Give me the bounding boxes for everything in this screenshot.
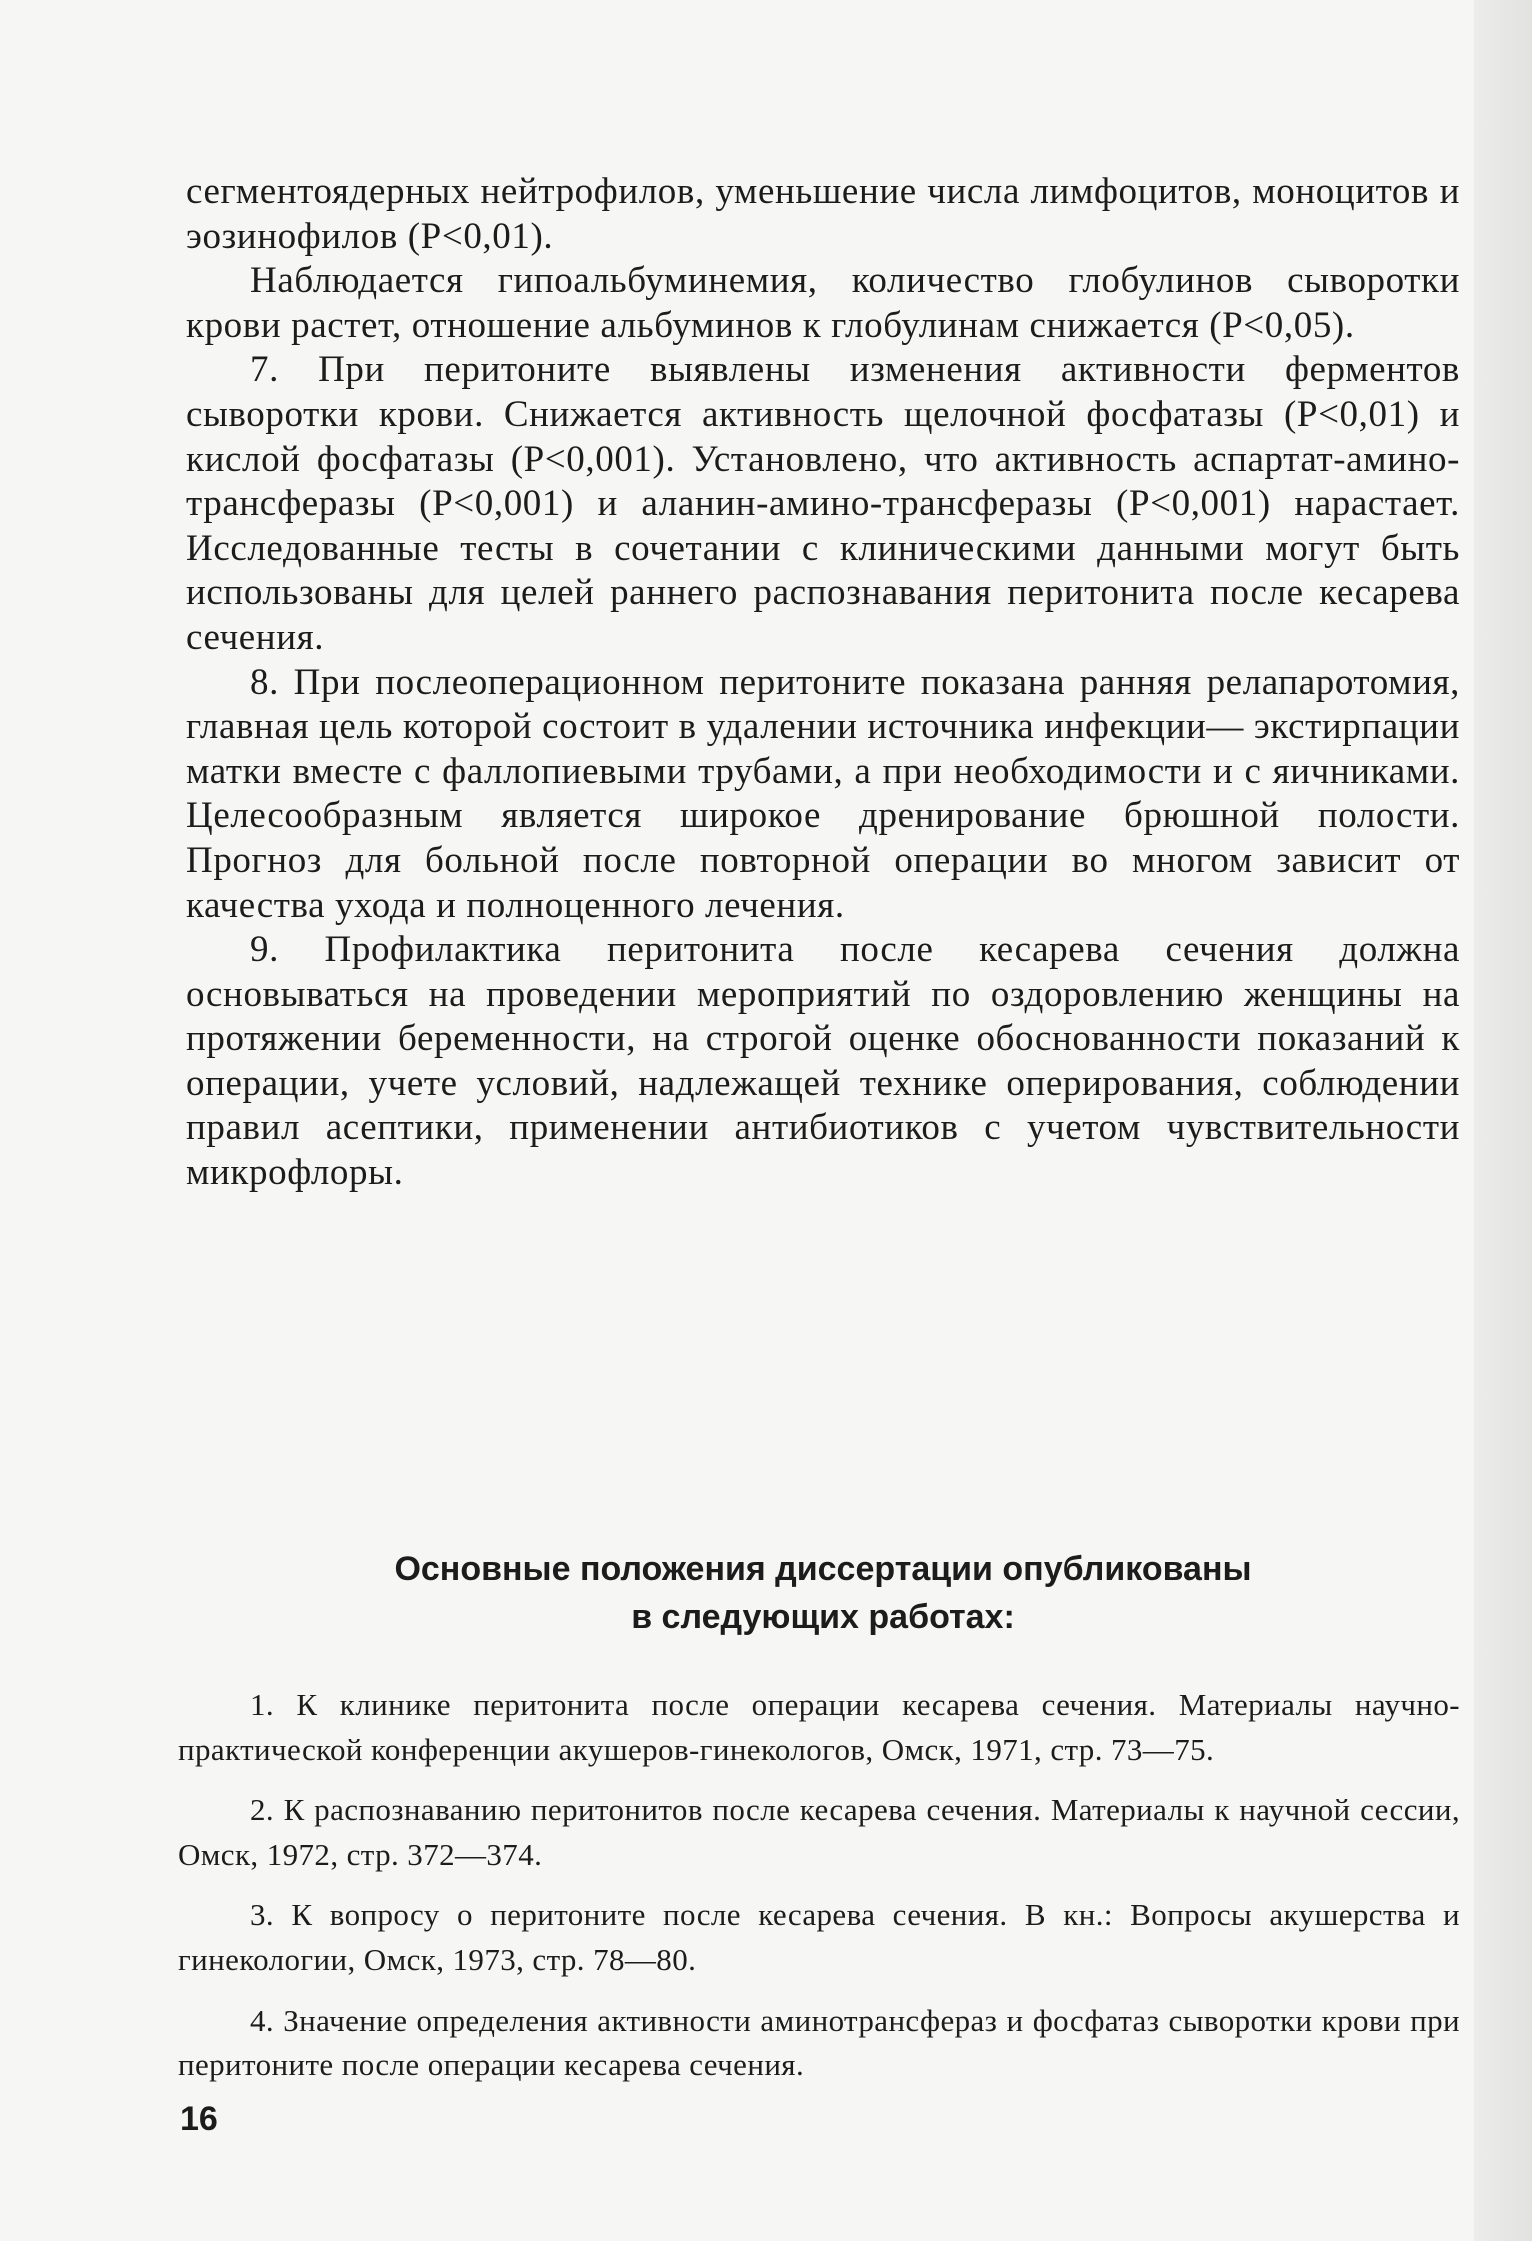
- reference-item: 1. К клинике перитонита после операции кесарева сечения. Материалы научно-практической конференции акушеров-гинекологов, Омск, 1971, стр. 73—75.: [178, 1687, 1460, 1767]
- publications-heading: [186, 1545, 1460, 1641]
- page-number: 16: [180, 2100, 218, 2138]
- heading-line-2: в следующих работах:: [631, 1598, 1015, 1636]
- reference-item: 4. Значение определения активности аминотрансфераз и фосфатаз сыворотки крови при перитоните после операции кесарева сечения.: [178, 2002, 1460, 2083]
- reference-list: [178, 1683, 1460, 2104]
- reference-item: 2. К распознаванию перитонитов после кесарева сечения. Материалы к научной сессии, Омск, 1972, стр. 372—374.: [178, 1792, 1460, 1872]
- page-edge-shadow: [1474, 0, 1532, 2241]
- main-text: [186, 170, 1460, 1196]
- paragraph-hypoalbuminemia: Наблюдается гипоальбуминемия, количество глобулинов сыворотки крови растет, отношение альбуминов к глобулинам снижается (P<0,05).: [186, 260, 1460, 346]
- reference-item: 3. К вопросу о перитоните после кесарева сечения. В кн.: Вопросы акушерства и гинекологии, Омск, 1973, стр. 78—80.: [178, 1897, 1460, 1977]
- paragraph-conclusion-7: 7. При перитоните выявлены изменения активности ферментов сыворотки крови. Снижается активность щелочной фосфатазы (P<0,01) и кислой фосфатазы (P<0,001). Установлено, что активность аспартат-амино-трансферазы (P<0,001) и аланин-амино-трансферазы (P<0,001) нарастает. Исследованные тесты в сочетании с клиническими данными могут быть использованы для целей раннего распознавания перитонита после кесарева сечения.: [186, 349, 1460, 658]
- paragraph-conclusion-9: 9. Профилактика перитонита после кесарева сечения должна основываться на проведении мероприятий по оздоровлению женщины на протяжении беременности, на строгой оценке обоснованности показаний к операции, учете условий, надлежащей технике оперирования, соблюдении правил асептики, применении антибиотиков с учетом чувствительности микрофлоры.: [186, 929, 1460, 1194]
- heading-line-1: Основные положения диссертации опубликованы: [394, 1550, 1252, 1588]
- paragraph-conclusion-8: 8. При послеоперационном перитоните показана ранняя релапаротомия, главная цель которой состоит в удалении источника инфекции— экстирпации матки вместе с фаллопиевыми трубами, а при необходимости и с яичниками. Целесообразным является широкое дренирование брюшной полости. Прогноз для больной после повторной операции во многом зависит от качества ухода и полноценного лечения.: [186, 661, 1460, 926]
- paragraph-continuation: сегментоядерных нейтрофилов, уменьшение числа лимфоцитов, моноцитов и эозинофилов (P<0,01).: [186, 171, 1460, 257]
